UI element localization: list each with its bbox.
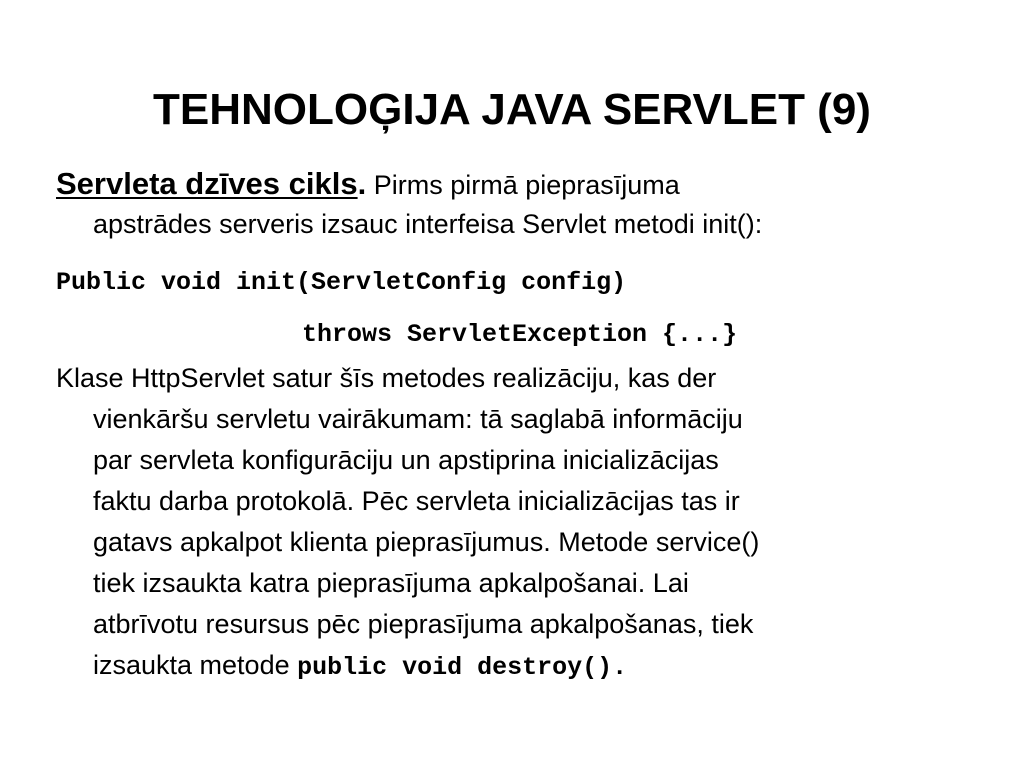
paragraph-line: faktu darba protokolā. Pēc servleta inicializācijas tas ir (93, 486, 740, 516)
paragraph-line: atbrīvotu resursus pēc pieprasījuma apkalpošanas, tiek (93, 609, 754, 639)
slide-title: TEHNOLOĢIJA JAVA SERVLET (9) (153, 85, 871, 134)
destroy-method-code: public void destroy(). (297, 653, 628, 682)
paragraph-line: par servleta konfigurāciju un apstiprina inicializācijas (93, 445, 719, 475)
paragraph-line: gatavs apkalpot klienta pieprasījumus. Metode service() (93, 527, 760, 557)
code-line: throws ServletException {...} (302, 320, 738, 349)
lifecycle-term: Servleta dzīves cikls (56, 166, 358, 201)
paragraph-line: tiek izsaukta katra pieprasījuma apkalpošanai. Lai (93, 568, 689, 598)
lifecycle-paragraph-line-2: apstrādes serveris izsauc interfeisa Servlet metodi init(): (93, 209, 763, 239)
lifecycle-text-start: Pirms pirmā pieprasījuma (366, 170, 680, 200)
paragraph-line: Klase HttpServlet satur šīs metodes realizāciju, kas der (56, 363, 717, 393)
paragraph-last-line (56, 645, 759, 686)
paragraph-last-line-text: izsaukta metode (93, 650, 298, 680)
httpservlet-paragraph (56, 358, 759, 686)
lifecycle-paragraph-line-1 (56, 163, 762, 204)
paragraph-line: vienkāršu servletu vairākumam: tā saglabā informāciju (93, 404, 743, 434)
init-signature-code (56, 257, 737, 361)
lifecycle-paragraph (56, 163, 762, 245)
lifecycle-term-period: . (357, 166, 367, 201)
code-line: Public void init(ServletConfig config) (56, 268, 627, 297)
